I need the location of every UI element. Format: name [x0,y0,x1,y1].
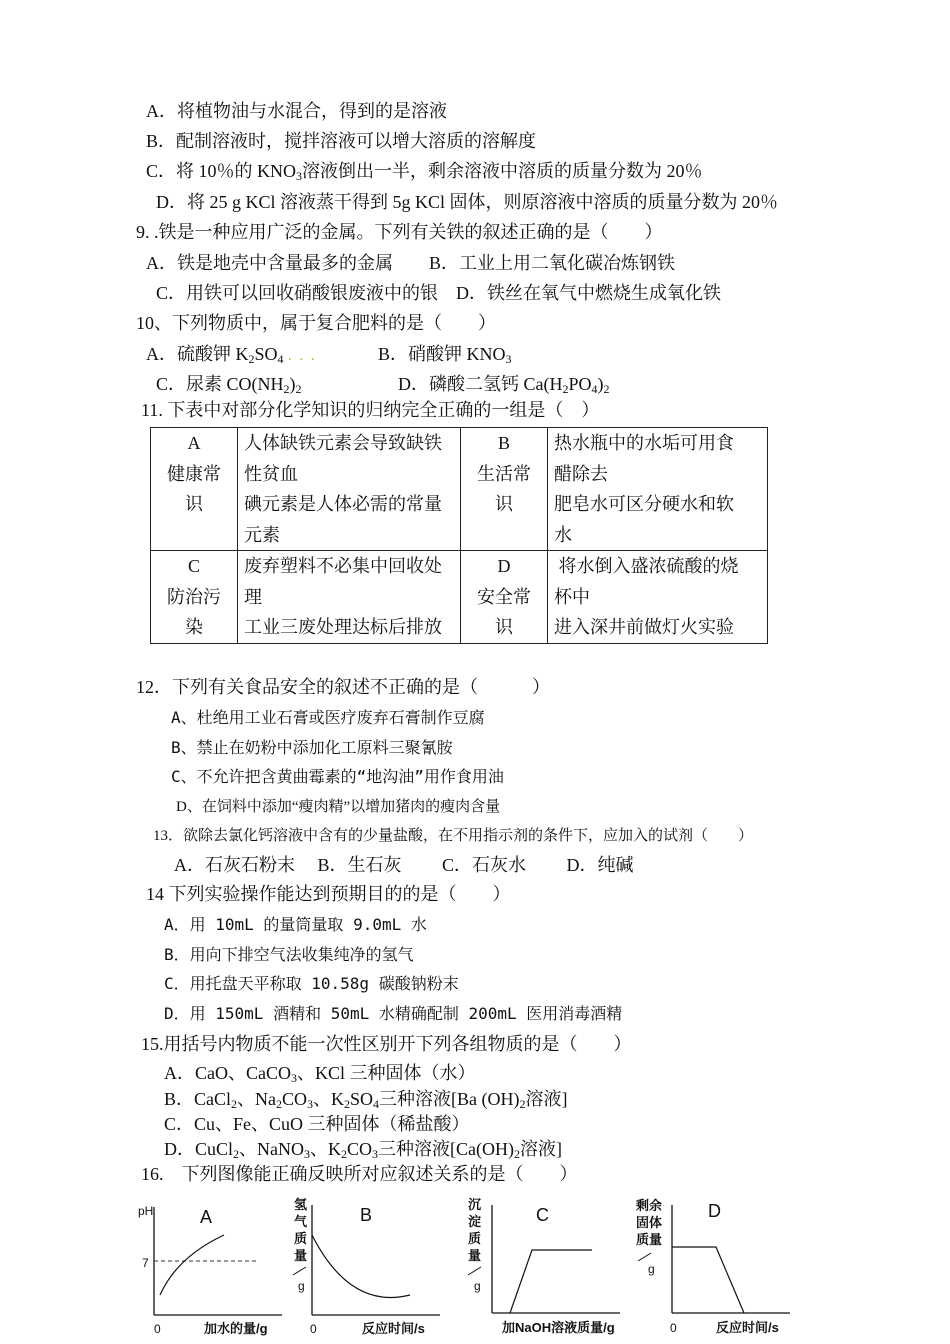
graph-d-unit-slash [638,1253,651,1261]
graph-d-xlabel: 反应时间/s [716,1320,779,1335]
cell-d-text: 将水倒入盛浓硫酸的烧 杯中 进入深井前做灯火实验 [548,551,768,644]
q15-option-c: C．Cu、Fe、CuO 三种固体（稀盐酸） [164,1114,470,1134]
q10-option-a: A．硫酸钾 $K_2SO_4$ ... [146,344,323,366]
q8-option-a: A．将植物油与水混合，得到的是溶液 [146,101,447,121]
graph-d-origin: 0 [670,1321,677,1335]
graph-b-ylabel-1: 氢 [294,1197,308,1212]
graph-c-ylabel-1: 沉 [468,1197,482,1212]
q8-option-b: B．配制溶液时，搅拌溶液可以增大溶质的溶解度 [146,131,537,151]
q16-stem: 16. 下列图像能正确反映所对应叙述关系的是（ ） [141,1164,578,1184]
q8-option-c: C．将 10％的 $KNO_3$溶液倒出一半，剩余溶液中溶质的质量分数为 20％ [146,161,703,183]
q15-option-b: B．CaCl$_2$、$Na_2CO_3$、$K_2SO_4$三种溶液[Ba $(OH)_2$溶液] [164,1089,568,1111]
q9-stem: 9. .铁是一种应用广泛的金属。下列有关铁的叙述正确的是（ ） [136,222,663,242]
graph-c [460,1195,630,1340]
cell-c-text: 废弃塑料不必集中回收处 理 工业三废处理达标后排放 [238,551,461,644]
table-row [151,551,768,644]
graph-d-ylabel-2: 固体 [636,1215,663,1230]
q11-stem: 11. 下表中对部分化学知识的归纳完全正确的一组是（ ） [141,400,600,420]
graph-c-ylabel-4: 量 [468,1248,482,1263]
q10-option-c: C．尿素 $CO(NH_2)_2$ [156,374,302,396]
graph-b-xlabel: 反应时间/s [362,1321,425,1336]
graph-a-xlabel: 加水的量/g [204,1321,268,1336]
graph-a-tick-7: 7 [142,1256,149,1270]
q9-options-ab: A．铁是地壳中含量最多的金属 B．工业上用二氧化碳冶炼钢铁 [146,253,676,273]
graph-a-curve [160,1235,224,1295]
cell-b-text: 热水瓶中的水垢可用食 醋除去 肥皂水可区分硬水和软 水 [548,428,768,551]
graph-a-origin: 0 [154,1322,161,1336]
q15-option-d: D．CuCl$_2$、NaNO$_3$、$K_2CO_3$三种溶液[$Ca(OH)_2$溶液] [164,1139,563,1161]
q12-option-b: B、禁止在奶粉中添加化工原料三聚氰胺 [171,738,453,757]
cell-b-label: B 生活常 识 [461,428,548,551]
graph-b-origin: 0 [310,1322,317,1336]
q12-option-d: D、在饲料中添加“瘦肉精”以增加猪肉的瘦肉含量 [176,799,501,815]
graph-c-label: C [536,1205,549,1225]
graph-b-ylabel-4: 量 [294,1248,308,1263]
graph-d-ylabel-1: 剩余 [636,1198,663,1213]
graph-d-ylabel-3: 质量 [636,1232,663,1247]
q14-stem: 14 下列实验操作能达到预期目的的是（ ） [146,884,511,904]
graph-b-curve [312,1235,410,1298]
graph-d [632,1195,797,1340]
graph-b [290,1195,450,1340]
q8-option-d: D．将 25 g KCl 溶液蒸干得到 5g KCl 固体，则原溶液中溶质的质量分数为 20％ [156,192,779,212]
graph-d-line [672,1247,744,1313]
table-row [151,428,768,551]
q15-stem: 15.用括号内物质不能一次性区别开下列各组物质的是（ ） [141,1034,632,1054]
cell-d-label: D 安全常 识 [461,551,548,644]
graph-b-ylabel-2: 气 [294,1214,308,1229]
q12-stem: 12．下列有关食品安全的叙述不正确的是（ ） [136,677,550,697]
q12-option-c: C、不允许把含黄曲霉素的“地沟油”用作食用油 [171,767,504,786]
graph-c-unit-slash [468,1267,481,1275]
cell-c-label: C 防治污 染 [151,551,238,644]
q13-stem: 13．欲除去氯化钙溶液中含有的少量盐酸，在不用指示剂的条件下，应加入的试剂（ ） [153,828,754,844]
graph-c-line [510,1250,592,1313]
graph-c-ylabel-3: 质 [468,1231,482,1246]
q10-option-d: D．磷酸二氢钙 $Ca(H_2PO_4)_2$ [398,374,610,396]
cell-a-label: A 健康常 识 [151,428,238,551]
q10-stem: 10、下列物质中，属于复合肥料的是（ ） [136,313,496,333]
q14-option-d: D．用 150mL 酒精和 50mL 水精确配制 200mL 医用消毒酒精 [164,1004,623,1023]
graph-d-unit: g [648,1262,655,1276]
graph-a [132,1195,292,1340]
graph-b-unit: g [298,1279,305,1293]
cell-a-text: 人体缺铁元素会导致缺铁 性贫血 碘元素是人体必需的常量 元素 [238,428,461,551]
graph-a-label: A [200,1207,213,1227]
graph-b-unit-slash [293,1267,306,1275]
emphasis-dots: ... [288,349,323,364]
graph-c-xlabel: 加NaOH溶液质量/g [502,1320,615,1335]
graph-c-unit: g [474,1279,481,1293]
graph-d-label: D [708,1201,721,1221]
graph-b-ylabel-3: 质 [294,1231,308,1246]
q14-option-a: A．用 10mL 的量筒量取 9.0mL 水 [164,915,427,934]
q12-option-a: A、杜绝用工业石膏或医疗废弃石膏制作豆腐 [171,708,485,727]
q11-knowledge-table [150,427,768,644]
q15-option-a: A．CaO、CaCO$_3$、KCl 三种固体（水） [164,1063,476,1085]
q14-option-c: C．用托盘天平称取 10.58g 碳酸钠粉末 [164,974,459,993]
graph-a-ylabel: pH [138,1204,154,1218]
graph-b-label: B [360,1205,373,1225]
q9-options-cd: C．用铁可以回收硝酸银废液中的银 D．铁丝在氧气中燃烧生成氧化铁 [156,283,722,303]
q14-option-b: B．用向下排空气法收集纯净的氢气 [164,945,414,964]
q10-option-b: B．硝酸钾 $KNO_3$ [378,344,512,366]
q13-options: A．石灰石粉末 B．生石灰 C．石灰水 D．纯碱 [174,855,634,875]
graph-c-ylabel-2: 淀 [468,1214,482,1229]
